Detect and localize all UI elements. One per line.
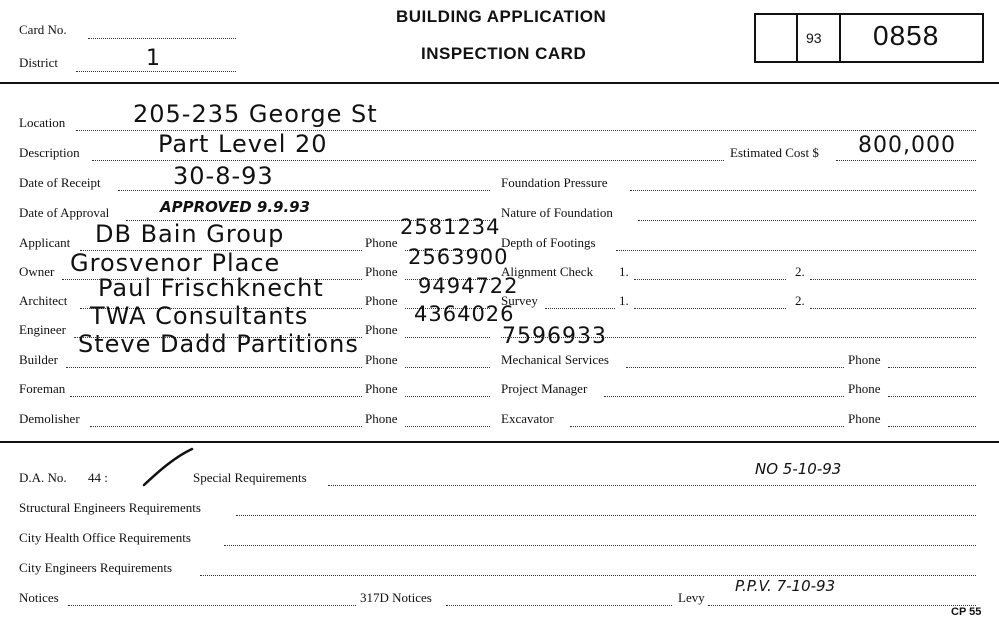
demolisher-phone-line	[405, 426, 490, 427]
date-approval-value: APPROVED 9.9.93	[160, 198, 311, 216]
box-divider-1	[796, 13, 798, 63]
health-line	[224, 545, 976, 546]
foundation-pressure-line	[630, 190, 976, 191]
card-number: 0858	[873, 20, 940, 51]
rule-top	[0, 82, 999, 84]
excavator-label: Excavator	[501, 411, 554, 426]
owner-label: Owner	[19, 264, 55, 279]
alignment-line1	[634, 279, 786, 280]
description-label: Description	[19, 145, 80, 160]
city-eng-line	[200, 575, 976, 576]
special-requirements-line	[328, 485, 976, 486]
demolisher-label: Demolisher	[19, 411, 80, 426]
owner-phone: 2563900	[408, 245, 509, 269]
mechanical-phone-label: Phone	[848, 352, 881, 367]
date-receipt-line	[118, 190, 490, 191]
project-manager-label: Project Manager	[501, 381, 588, 396]
excavator-phone-line	[888, 426, 976, 427]
alignment-item2: 2.	[795, 264, 805, 279]
alignment-item1: 1.	[619, 264, 629, 279]
architect-phone-label: Phone	[365, 293, 398, 308]
title-line1: BUILDING APPLICATION	[396, 7, 607, 26]
district-label: District	[19, 55, 58, 70]
special-requirements-value: NO 5-10-93	[755, 460, 842, 478]
district-line	[76, 71, 236, 72]
project-manager-line	[604, 396, 844, 397]
da-no-label: D.A. No.	[19, 470, 67, 485]
builder-label: Builder	[19, 352, 58, 367]
mechanical-phone-line	[888, 367, 976, 368]
da-no-value: 44 :	[88, 470, 108, 485]
card-year: 93	[806, 30, 822, 46]
structural-line	[236, 515, 976, 516]
applicant-value: DB Bain Group	[95, 220, 285, 248]
excavator-phone-label: Phone	[848, 411, 881, 426]
nature-foundation-line	[638, 220, 976, 221]
description-line	[92, 160, 724, 161]
nature-foundation-label: Nature of Foundation	[501, 205, 613, 220]
card-number-box	[754, 13, 984, 63]
architect-label: Architect	[19, 293, 68, 308]
card-no-label: Card No.	[19, 22, 67, 37]
notices-317d-line	[446, 605, 672, 606]
city-eng-label: City Engineers Requirements	[19, 560, 173, 575]
applicant-phone: 2581234	[400, 215, 501, 239]
date-receipt-value: 30-8-93	[173, 162, 274, 190]
location-label: Location	[19, 115, 66, 130]
depth-footings-label: Depth of Footings	[501, 235, 596, 250]
foreman-phone-label: Phone	[365, 381, 398, 396]
alignment-check-label: Alignment Check	[501, 264, 594, 279]
foundation-pressure-label: Foundation Pressure	[501, 175, 608, 190]
description-value: Part Level 20	[158, 130, 328, 158]
estimated-cost-value: 800,000	[858, 133, 956, 158]
architect-value: Paul Frischknecht	[98, 274, 324, 302]
card-no-line	[88, 38, 236, 39]
location-value: 205-235 George St	[133, 100, 378, 128]
survey-item1: 1.	[619, 293, 629, 308]
builder-value: Steve Dadd Partitions	[78, 330, 359, 358]
excavator-line	[570, 426, 844, 427]
builder-line	[66, 367, 362, 368]
foreman-phone-line	[405, 396, 490, 397]
project-manager-phone-label: Phone	[848, 381, 881, 396]
survey-line0	[545, 308, 615, 309]
blank-right-line	[501, 337, 976, 338]
survey-line1	[634, 308, 786, 309]
survey-label: Survey	[501, 293, 538, 308]
health-label: City Health Office Requirements	[19, 530, 191, 545]
mechanical-services-line	[626, 367, 844, 368]
engineer-phone-label: Phone	[365, 322, 398, 337]
date-receipt-label: Date of Receipt	[19, 175, 101, 190]
notices-line	[68, 605, 356, 606]
special-requirements-label: Special Requirements	[193, 470, 307, 485]
form-code: CP 55	[951, 606, 982, 618]
demolisher-line	[90, 426, 362, 427]
foreman-label: Foreman	[19, 381, 66, 396]
box-divider-2	[839, 13, 841, 63]
builder-phone: 7596933	[502, 324, 607, 349]
builder-phone-line	[405, 367, 490, 368]
levy-label: Levy	[678, 590, 705, 605]
owner-phone-label: Phone	[365, 264, 398, 279]
levy-value: P.P.V. 7-10-93	[735, 577, 836, 595]
district-value: 1	[146, 46, 161, 71]
notices-317d-label: 317D Notices	[360, 590, 432, 605]
structural-label: Structural Engineers Requirements	[19, 500, 201, 515]
rule-middle	[0, 441, 999, 443]
da-slash-mark	[140, 445, 200, 490]
owner-value: Grosvenor Place	[70, 249, 281, 277]
project-manager-phone-line	[888, 396, 976, 397]
estimated-cost-line	[836, 160, 976, 161]
estimated-cost-label: Estimated Cost $	[730, 145, 819, 160]
architect-phone: 9494722	[418, 274, 519, 298]
demolisher-phone-label: Phone	[365, 411, 398, 426]
levy-line	[708, 605, 976, 606]
engineer-phone: 4364026	[414, 302, 515, 326]
notices-label: Notices	[19, 590, 59, 605]
applicant-phone-label: Phone	[365, 235, 398, 250]
date-approval-label: Date of Approval	[19, 205, 110, 220]
foreman-line	[70, 396, 362, 397]
engineer-phone-line	[405, 337, 490, 338]
title-line2: INSPECTION CARD	[421, 44, 587, 63]
engineer-value: TWA Consultants	[90, 302, 309, 330]
alignment-line2	[810, 279, 976, 280]
survey-item2: 2.	[795, 293, 805, 308]
depth-footings-line	[616, 250, 976, 251]
mechanical-services-label: Mechanical Services	[501, 352, 609, 367]
builder-phone-label: Phone	[365, 352, 398, 367]
survey-line2	[810, 308, 976, 309]
engineer-label: Engineer	[19, 322, 66, 337]
applicant-label: Applicant	[19, 235, 71, 250]
